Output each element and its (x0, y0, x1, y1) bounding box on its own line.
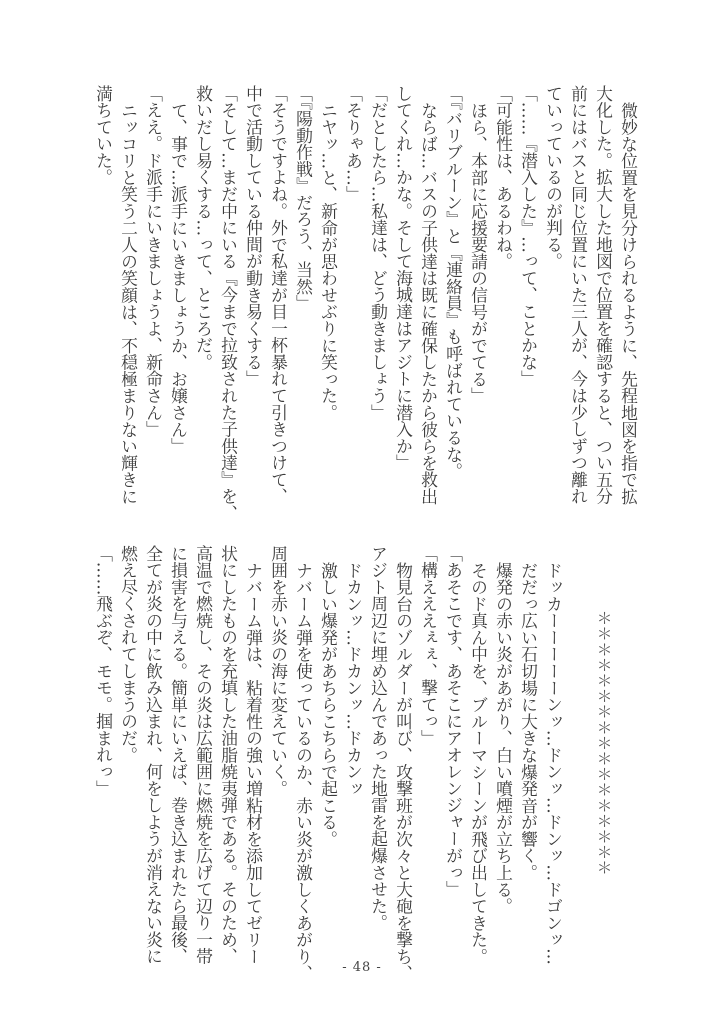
text-line: 「構えええぇぇ、撃てっ」 (418, 545, 439, 747)
text-line: 満ちていた。 (93, 85, 114, 186)
text-line: 「そして…まだ中にいる『今まで拉致された子供達』を、 (218, 85, 239, 522)
text-line: 高温で燃焼し、その炎は広範囲に燃焼を広げて辺り一帯 (193, 545, 214, 965)
text-line: ほら、本部に応援要請の信号がでてる」 (468, 101, 489, 405)
text-line: ナバーム弾を使っているのか、赤い炎が激しくあがり、 (293, 561, 314, 982)
text-line: 救いだし易くする…って、ところだ。 (193, 85, 214, 371)
text-line: 燃え尽くされてしまうのだ。 (118, 545, 139, 764)
text-line: ドカンッ…ドカンッ…ドカンッ (343, 561, 364, 797)
text-line: 激しい爆発があちらこちらで起こる。 (318, 561, 339, 848)
scene-break-asterisks: ＊＊＊＊＊＊＊＊＊＊＊＊＊＊＊＊＊ (594, 610, 613, 876)
text-line: 前にはバスと同じ位置にいた三人が、今は少しずつ離れ (568, 85, 589, 505)
text-line: 「『陽動作戦』だろう、当然」 (293, 85, 314, 312)
text-line: ナバーム弾は、粘着性の強い増粘材を添加してゼリー (243, 561, 264, 965)
page-number: - 48 - (342, 960, 382, 975)
text-line: 全てが炎の中に飲み込まれ、何をしようが消えない炎に (143, 545, 164, 965)
text-line: 微妙な位置を見分けられるように、先程地図を指で拡 (618, 101, 639, 505)
text-line: 「……『潜入した』…って、ことかな」 (518, 85, 539, 388)
text-line: 「そうですよね。外で私達が目一杯暴れて引きつけて、 (268, 85, 289, 505)
text-line: ドッカーーーーーンッ…ドンッ…ドンッ…ドゴンッ… (543, 561, 564, 965)
text-line: ニッコリと笑う二人の笑顔は、不穏極まりない輝きに (118, 101, 139, 505)
text-line: 「可能性は、あるわね。 (493, 85, 514, 270)
text-line: 状にしたものを充填した油脂焼夷弾である。そのため、 (218, 545, 239, 965)
text-line: 「……飛ぶぞ、モモ。掴まれっ」 (93, 545, 114, 797)
text-line: 「だとしたら…私達は、どう動きましょう」 (368, 85, 389, 421)
text-line: に損害を与える。簡単にいえば、巻き込まれたら最後、 (168, 545, 189, 965)
text-line: 爆発の赤い炎があがり、白い噴煙が立ち上る。 (493, 561, 514, 915)
text-line: してくれ…かな。そして海城達はアジトに潜入か」 (393, 85, 414, 472)
text-line: ニヤッ…と、新命が思わせぶりに笑った。 (318, 101, 339, 421)
text-line: アジト周辺に埋め込んであった地雷を起爆させた。 (368, 545, 389, 932)
text-line: ていっているのが判る。 (543, 85, 564, 270)
text-line: ならば…バスの子供達は既に確保したから彼らを救出 (418, 101, 439, 505)
text-line: 「そりゃあ…」 (343, 85, 364, 203)
text-line: 大化した。拡大した地図で位置を確認すると、つい五分 (593, 85, 614, 505)
text-line: て、事で…派手にいきましょうか、お嬢さん」 (168, 101, 189, 455)
text-line: 「『バリブルーン』と『連絡員』も呼ばれているな。 (443, 85, 464, 480)
text-line: 「あそこです、あそこにアオレンジャーがっ」 (443, 545, 464, 898)
text-line: 中で活動している仲間が動き易くする」 (243, 85, 264, 388)
text-line: そのド真ん中を、ブルーマシーンが飛び出してきた。 (468, 561, 489, 965)
text-line: 「ええ。ド派手にいきましょうよ、新命さん」 (143, 85, 164, 438)
text-line: 物見台のゾルダーが叫び、攻撃班が次々と大砲を撃ち、 (393, 561, 414, 982)
text-line: だだっ広い石切場に大きな爆発音が響く。 (518, 561, 539, 881)
text-line: 周囲を赤い炎の海に変えていく。 (268, 545, 289, 797)
